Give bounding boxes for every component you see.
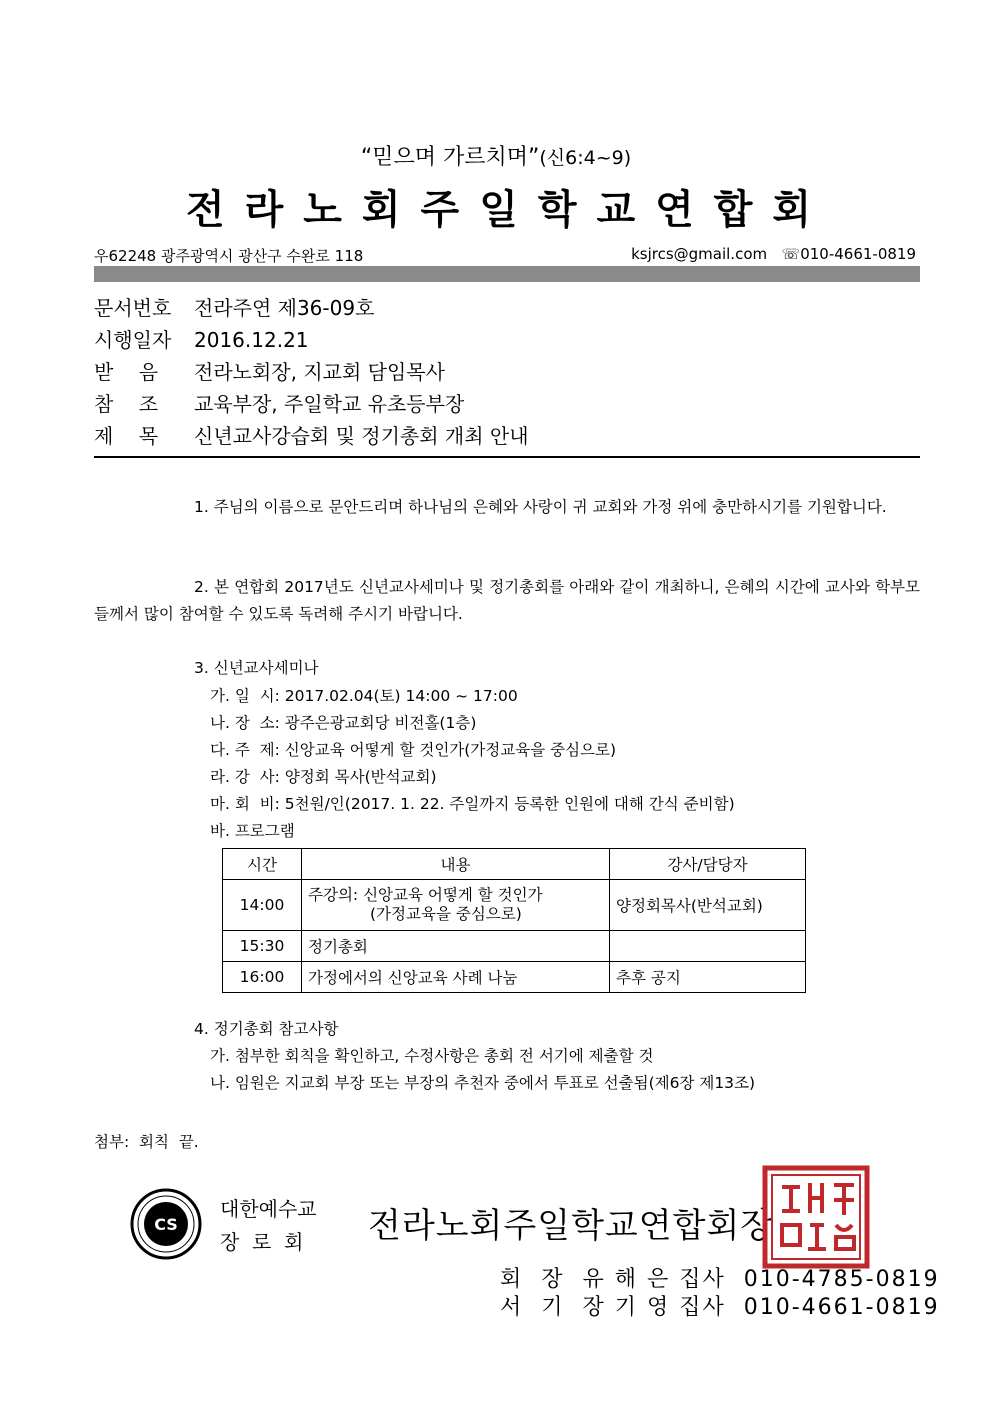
- table-header-speaker: 강사/담당자: [610, 849, 806, 880]
- motto-ref: (신6:4~9): [539, 147, 632, 169]
- table-row: [223, 931, 806, 962]
- paragraph-1: 1. 주님의 이름으로 문안드리며 하나님의 은혜와 사랑이 귀 교회와 가정 위에 충만하시기를 기원합니다.: [194, 498, 887, 516]
- assoc-line-2: 장 로 회: [220, 1230, 304, 1254]
- contact: [631, 245, 916, 263]
- row-speaker: 양정회목사(반석교회): [610, 880, 806, 931]
- row-time: 14:00: [223, 880, 302, 931]
- table-row: [223, 962, 806, 993]
- motto-text: “믿으며 가르치며”: [360, 145, 540, 170]
- divider: [94, 456, 920, 458]
- seminar-item-fee: 마. 회 비: 5천원/인(2017. 1. 22. 주일까지 등록한 인원에 대해 간식 준비함): [210, 795, 735, 813]
- doc-info-recipient: 받 음 전라노회장, 지교회 담임목사: [94, 360, 445, 384]
- doc-info-subject: 제 목 신년교사강습회 및 정기총회 개최 안내: [94, 424, 529, 448]
- assembly-note-1: 가. 첨부한 회칙을 확인하고, 수정사항은 총회 전 서기에 제출할 것: [210, 1047, 654, 1065]
- seminar-item-program: 바. 프로그램: [210, 822, 295, 840]
- motto: [0, 140, 992, 171]
- table-row: [223, 880, 806, 931]
- cs-logo-icon: [130, 1188, 202, 1260]
- row-time: 15:30: [223, 931, 302, 962]
- svg-text:CS: CS: [154, 1215, 178, 1234]
- paragraph-2: 2. 본 연합회 2017년도 신년교사세미나 및 정기총회를 아래와 같이 개최하니, 은혜의 시간에 교사와 학부모들께서 많이 참여할 수 있도록 독려해 주시기 바랍니다.: [94, 578, 920, 623]
- row-time: 16:00: [223, 962, 302, 993]
- attachment-note: 첨부: 회칙 끝.: [94, 1133, 199, 1151]
- org-title: 전라노회주일학교연합회: [186, 187, 832, 233]
- assoc-line-1: 대한예수교: [220, 1197, 317, 1221]
- official-seal-icon: [762, 1165, 870, 1269]
- officer-president: 회 장 유 해 은 집사 010-4785-0819: [500, 1267, 940, 1292]
- email[interactable]: ksjrcs@gmail.com: [631, 245, 768, 263]
- seminar-item-theme: 다. 주 제: 신앙교육 어떻게 할 것인가(가정교육을 중심으로): [210, 741, 617, 759]
- officer-secretary: 서 기 장 기 영 집사 010-4661-0819: [500, 1295, 940, 1320]
- signer-title: 전라노회주일학교연합회장: [368, 1206, 775, 1246]
- row-content: 주강의: 신앙교육 어떻게 할 것인가 (가정교육을 중심으로): [302, 880, 610, 931]
- header-band: [94, 266, 920, 282]
- seminar-item-date: 가. 일 시: 2017.02.04(토) 14:00 ~ 17:00: [210, 687, 518, 705]
- assembly-note-2: 나. 임원은 지교회 부장 또는 부장의 추천자 중에서 투표로 선출됨(제6장 제13조): [210, 1074, 756, 1092]
- seminar-item-place: 나. 장 소: 광주은광교회당 비전홀(1층): [210, 714, 477, 732]
- row-speaker: 추후 공지: [610, 962, 806, 993]
- seminar-item-speaker: 라. 강 사: 양정회 목사(반석교회): [210, 768, 437, 786]
- table-header-row: [223, 849, 806, 880]
- phone: ☏010-4661-0819: [781, 245, 916, 263]
- doc-info-reference: 참 조 교육부장, 주일학교 유초등부장: [94, 392, 465, 416]
- section-3-title: 3. 신년교사세미나: [194, 659, 319, 677]
- row-content: 정기총회: [302, 931, 610, 962]
- row-speaker: [610, 931, 806, 962]
- doc-info-date: 시행일자 2016.12.21: [94, 328, 309, 352]
- doc-info-number: 문서번호 전라주연 제36-09호: [94, 296, 375, 320]
- section-4-title: 4. 정기총회 참고사항: [194, 1020, 339, 1038]
- program-table: [222, 848, 806, 993]
- address: 우62248 광주광역시 광산구 수완로 118: [94, 247, 364, 265]
- row-content: 가정에서의 신앙교육 사례 나눔: [302, 962, 610, 993]
- table-header-time: 시간: [223, 849, 302, 880]
- table-header-content: 내용: [302, 849, 610, 880]
